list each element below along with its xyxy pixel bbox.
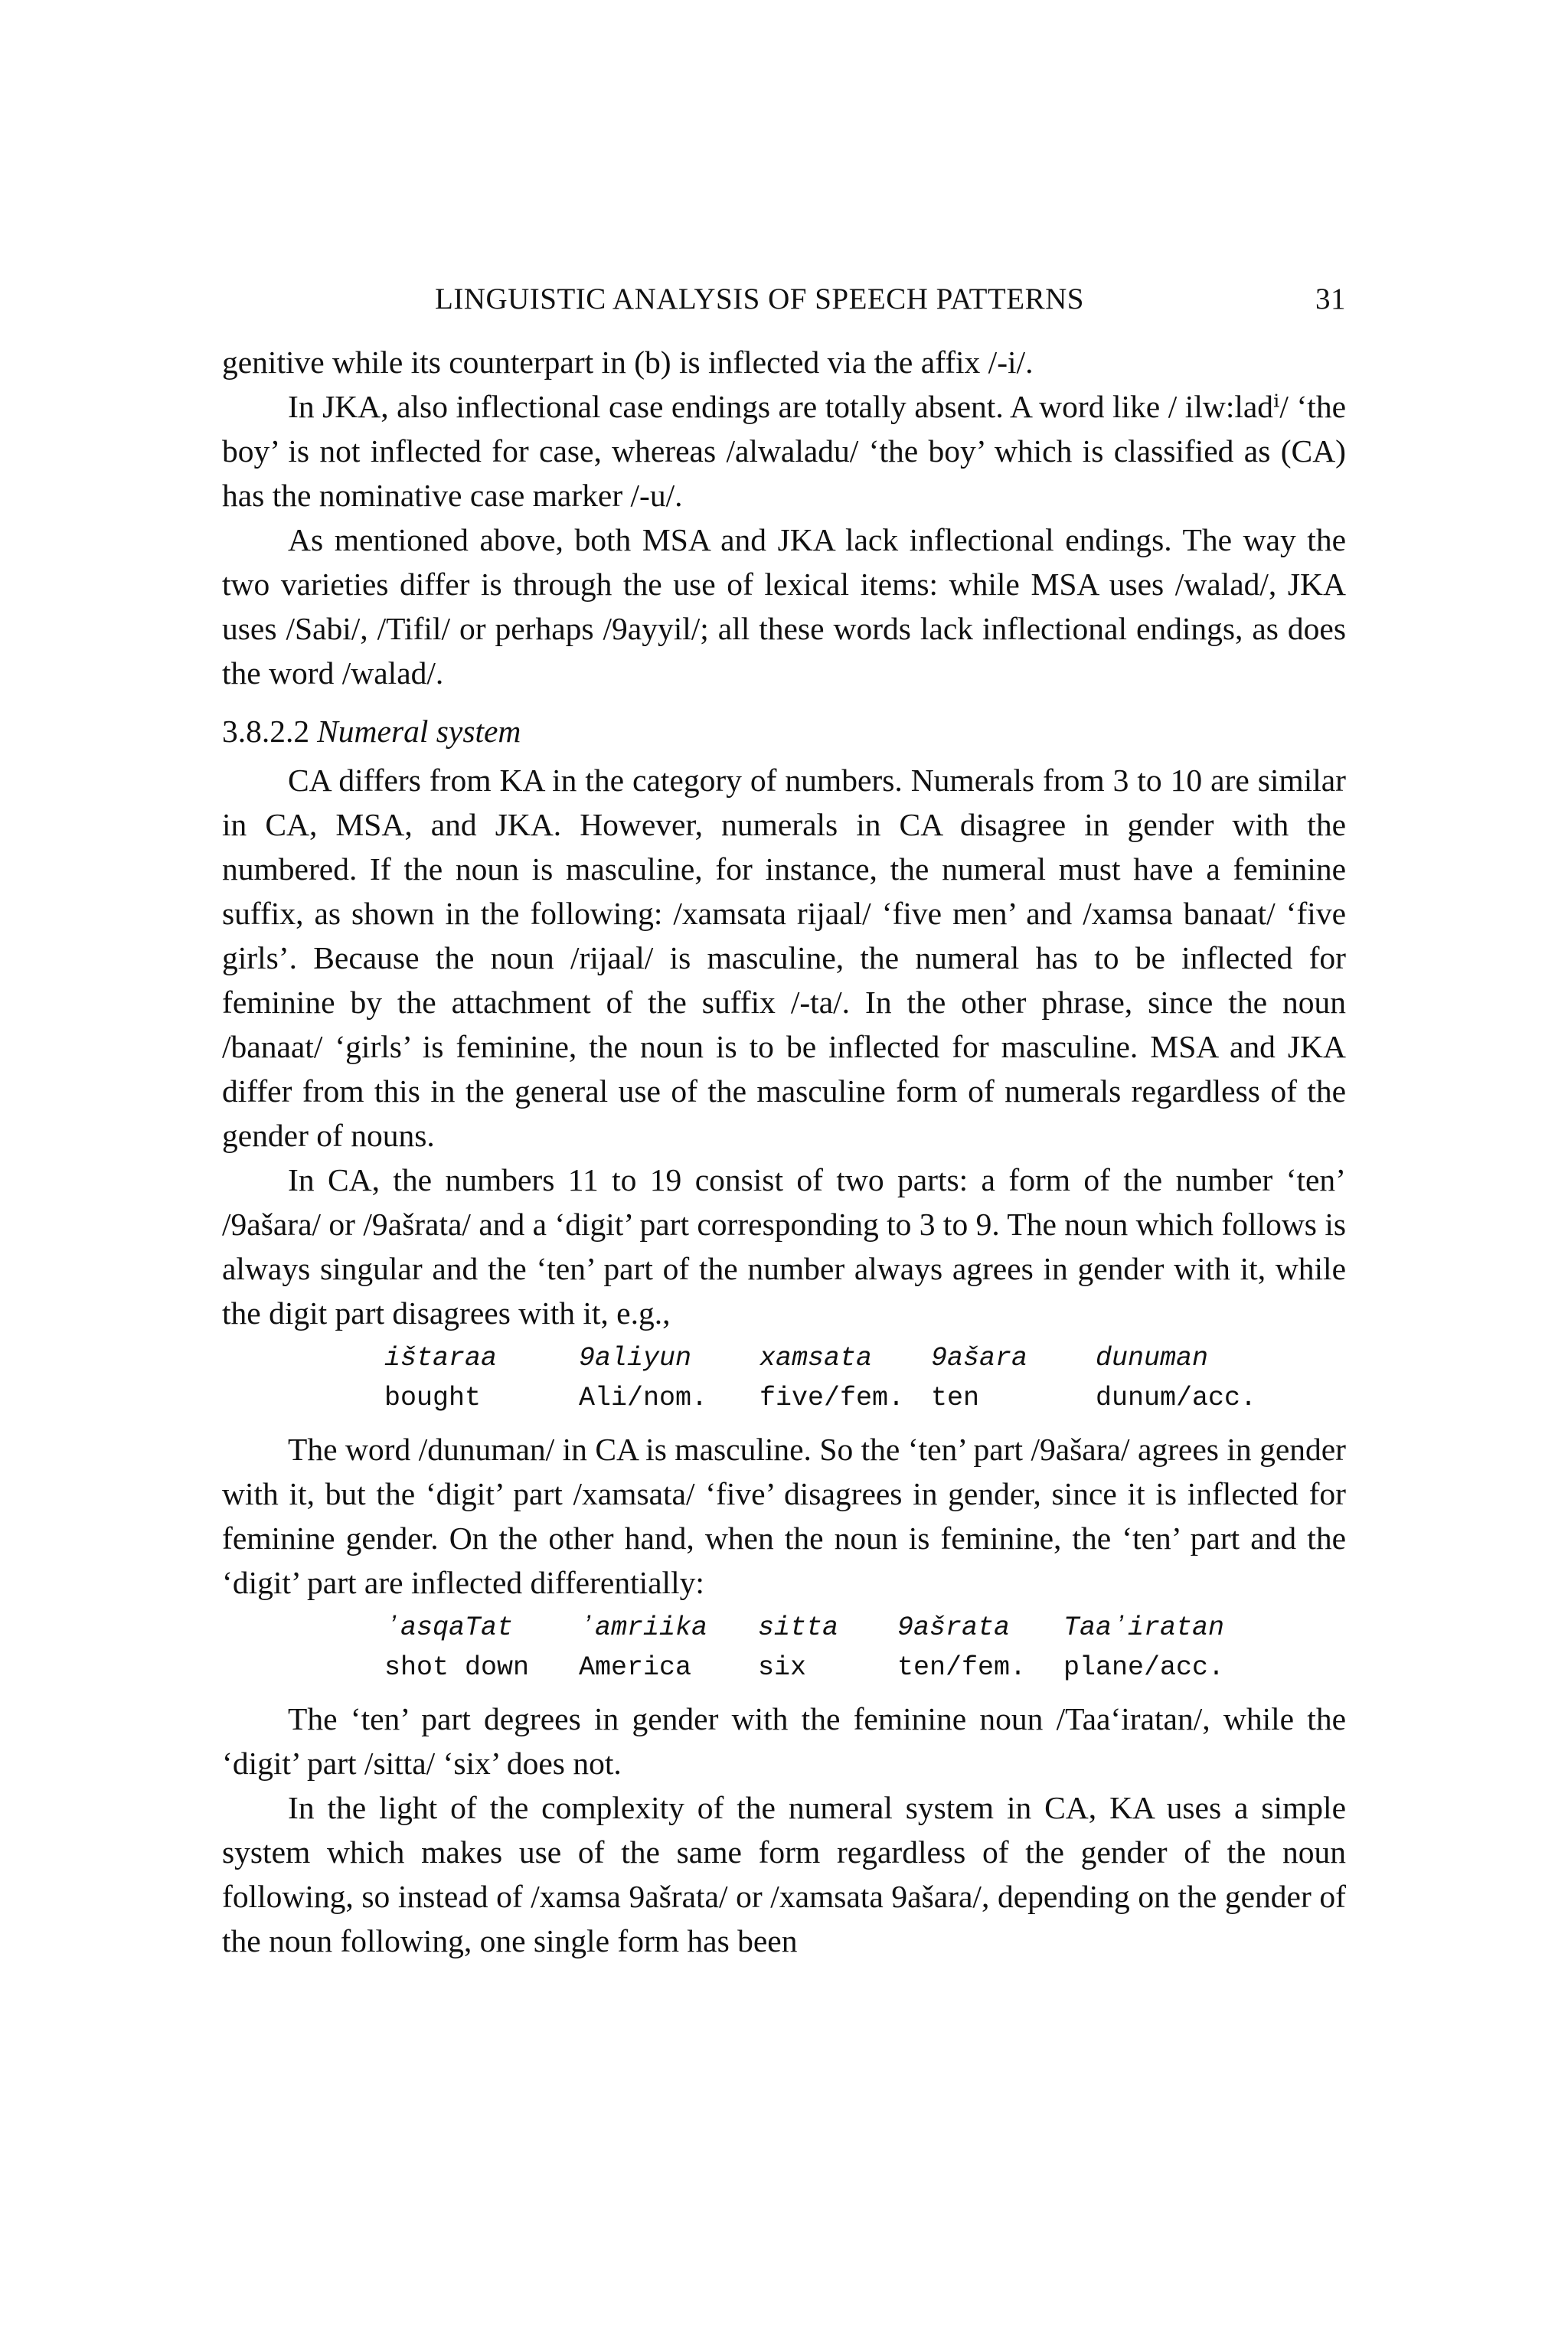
example-gloss-line: [384, 1378, 1346, 1418]
example-word: 9aliyun: [579, 1343, 692, 1374]
section-heading: [222, 709, 1346, 753]
paragraph: The word /dunuman/ in CA is masculine. So the ‘ten’ part /9ašara/ agrees in gender with it, but the ‘digit’ part /xamsata/ ‘five’ disagrees in gender, since it is inflected for feminine gender. On the other hand, when the noun is feminine, the ‘ten’ part and the ‘digit’ part are inflected differentially:: [222, 1432, 1346, 1600]
paragraph: In JKA, also inflectional case endings are totally absent. A word like / ilw:ladⁱ/ ‘the boy’ is not inflected for case, whereas /alwaladu/ ‘the boy’ which is classified as (CA) has the nominative case marker /-u/.: [222, 389, 1346, 513]
example-gloss: ten/fem.: [897, 1652, 1027, 1683]
example-word: Taaʼiratan: [1063, 1612, 1225, 1643]
book-page: [222, 268, 1346, 1963]
interlinear-example: [222, 1608, 1346, 1687]
example-source-line: [384, 1608, 1346, 1648]
paragraph: The ‘ten’ part degrees in gender with the feminine noun /Taa‘iratan/, while the ‘digit’ part /sitta/ ‘six’ does not.: [222, 1701, 1346, 1781]
example-gloss: dunum/acc.: [1096, 1383, 1257, 1413]
body-text: [222, 340, 1346, 1963]
interlinear-example: [222, 1338, 1346, 1418]
example-gloss: Ali/nom.: [579, 1383, 708, 1413]
example-gloss: bought: [384, 1383, 482, 1413]
example-gloss: six: [758, 1652, 807, 1683]
running-title: LINGUISTIC ANALYSIS OF SPEECH PATTERNS: [435, 283, 1084, 315]
example-gloss: America: [579, 1652, 692, 1683]
paragraph: As mentioned above, both MSA and JKA lack inflectional endings. The way the two varieties differ is through the use of lexical items: while MSA uses /walad/, JKA uses /Sabi/, /Tifil/ or perhaps /9ayyil/; all these words lack inflectional endings, as does the word /walad/.: [222, 522, 1346, 691]
example-gloss: plane/acc.: [1063, 1652, 1225, 1683]
paragraph: CA differs from KA in the category of numbers. Numerals from 3 to 10 are similar in CA, MSA, and JKA. However, numerals in CA disagree in gender with the numbered. If the noun is masculine, for instance, the numeral must have a feminine suffix, as shown in the following: /xamsata rijaal/ ‘five men’ and /xamsa banaat/ ‘five girls’. Because the noun /rijaal/ is masculine, the numeral has to be inflected for feminine by the attachment of the suffix /-ta/. In the other phrase, since the noun /banaat/ ‘girls’ is feminine, the noun is to be inflected for masculine. MSA and JKA differ from this in the general use of the masculine form of numerals regardless of the gender of nouns.: [222, 763, 1346, 1153]
example-word: xamsata: [760, 1343, 873, 1374]
paragraph: In the light of the complexity of the numeral system in CA, KA uses a simple system which makes use of the same form regardless of the gender of the noun following, so instead of /xamsa 9ašrata/ or /xamsata 9ašara/, depending on the gender of the noun following, one single form has been: [222, 1790, 1346, 1958]
example-gloss: ten: [931, 1383, 980, 1413]
example-word: ištaraa: [384, 1343, 498, 1374]
page-number: 31: [1315, 283, 1346, 315]
example-word: ʼasqaTat: [384, 1612, 514, 1643]
running-head: [222, 268, 1346, 329]
example-word: 9ašrata: [897, 1612, 1011, 1643]
example-gloss: five/fem.: [760, 1383, 905, 1413]
example-word: dunuman: [1096, 1343, 1209, 1374]
section-number: 3.8.2.2: [222, 714, 310, 749]
paragraph: In CA, the numbers 11 to 19 consist of two parts: a form of the number ‘ten’ /9ašara/ or /9ašrata/ and a ‘digit’ part corresponding to 3 to 9. The noun which follows is always singular and the ‘ten’ part of the number always agrees in gender with it, while the digit part disagrees with it, e.g.,: [222, 1162, 1346, 1331]
example-word: ʼamriika: [579, 1612, 708, 1643]
example-word: 9ašara: [931, 1343, 1028, 1374]
example-word: sitta: [758, 1612, 839, 1643]
section-title: Numeral system: [317, 714, 521, 749]
paragraph: genitive while its counterpart in (b) is inflected via the affix /-i/.: [222, 345, 1034, 380]
example-gloss-line: [384, 1648, 1346, 1687]
example-gloss: shot down: [384, 1652, 530, 1683]
example-source-line: [384, 1338, 1346, 1378]
